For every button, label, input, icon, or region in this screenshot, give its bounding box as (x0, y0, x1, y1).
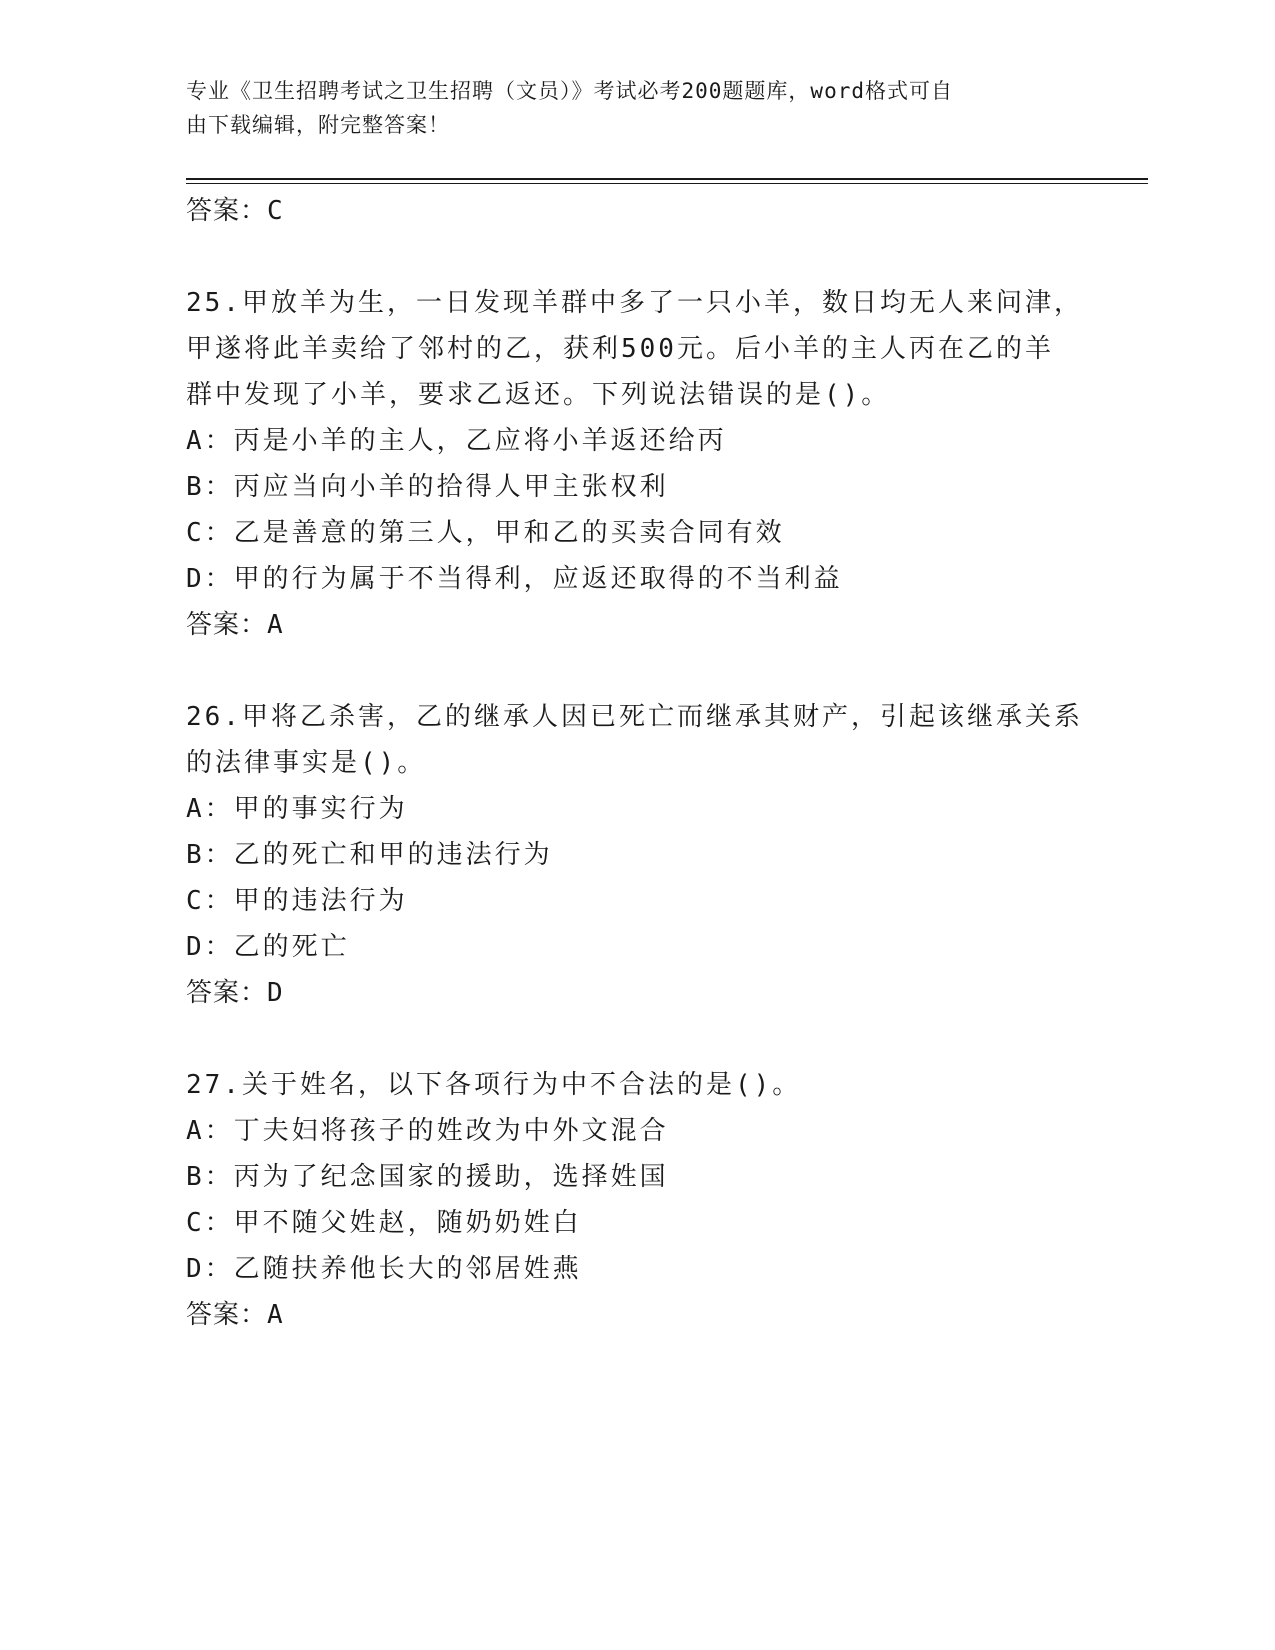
answer-value: A (267, 610, 284, 640)
option-a: A：丁夫妇将孩子的姓改为中外文混合 (186, 1116, 669, 1146)
header-rule-thin (186, 183, 1148, 184)
question-25 (186, 280, 1086, 648)
answer-value: D (267, 978, 284, 1008)
previous-answer (186, 188, 1086, 234)
spacer (186, 234, 1086, 280)
question-answer (186, 970, 1086, 1016)
question-answer (186, 1292, 1086, 1338)
question-stem-line: 27.关于姓名，以下各项行为中不合法的是()。 (186, 1070, 802, 1100)
option-a: A：甲的事实行为 (186, 794, 408, 824)
question-content (186, 188, 1086, 1338)
document-header (186, 74, 1086, 142)
question-27 (186, 1062, 1086, 1338)
header-rule-thick (186, 178, 1148, 180)
answer-value: C (267, 196, 284, 226)
spacer (186, 1016, 1086, 1062)
question-stem-line: 的法律事实是()。 (186, 748, 427, 778)
header-line-2: 由下载编辑，附完整答案！ (186, 113, 450, 137)
answer-label: 答案： (186, 978, 268, 1008)
answer-value: A (267, 1300, 284, 1330)
option-c: C：甲不随父姓赵，随奶奶姓白 (186, 1208, 582, 1238)
answer-label: 答案： (186, 1300, 268, 1330)
option-a: A：丙是小羊的主人，乙应将小羊返还给丙 (186, 426, 727, 456)
spacer (186, 648, 1086, 694)
option-c: C：乙是善意的第三人，甲和乙的买卖合同有效 (186, 518, 785, 548)
option-d: D：甲的行为属于不当得利，应返还取得的不当利益 (186, 564, 843, 594)
option-b: B：丙应当向小羊的拾得人甲主张权利 (186, 472, 669, 502)
option-b: B：丙为了纪念国家的援助，选择姓国 (186, 1162, 669, 1192)
option-b: B：乙的死亡和甲的违法行为 (186, 840, 553, 870)
header-line-1: 专业《卫生招聘考试之卫生招聘（文员）》考试必考200题题库，word格式可自 (186, 79, 953, 103)
question-stem-line: 甲遂将此羊卖给了邻村的乙，获利500元。后小羊的主人丙在乙的羊 (186, 334, 1054, 364)
answer-label: 答案： (186, 196, 268, 226)
option-d: D：乙的死亡 (186, 932, 350, 962)
question-stem-line: 26.甲将乙杀害，乙的继承人因已死亡而继承其财产，引起该继承关系 (186, 702, 1083, 732)
option-d: D：乙随扶养他长大的邻居姓燕 (186, 1254, 582, 1284)
answer-label: 答案： (186, 610, 268, 640)
question-answer (186, 602, 1086, 648)
option-c: C：甲的违法行为 (186, 886, 408, 916)
question-stem-line: 群中发现了小羊，要求乙返还。下列说法错误的是()。 (186, 380, 891, 410)
question-26 (186, 694, 1086, 1016)
question-stem-line: 25.甲放羊为生，一日发现羊群中多了一只小羊，数日均无人来问津， (186, 288, 1083, 318)
